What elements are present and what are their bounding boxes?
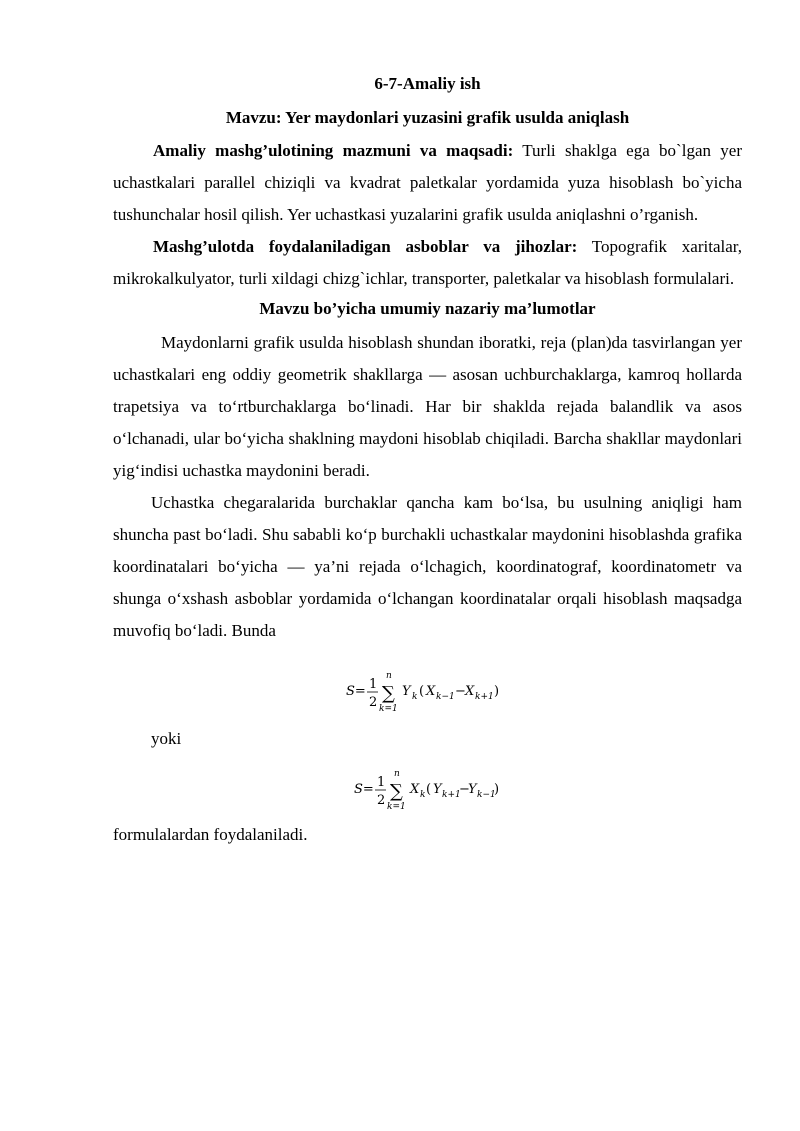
theory-paragraph-1: Maydonlarni grafik usulda hisoblash shundan iboratki, reja (plan)da tasvirlangan yer uchastkalari eng oddiy geometrik shakllarga — asosan uchburchaklarga, kamroq hollarda trapetsiya va to‘rtburchaklarga bo‘linadi. Har bir shaklda rejada balandlik va asos o‘lchanadi, ular bo‘yicha shaklning maydoni hisoblab chiqiladi. Barcha shakllar maydonlari yig‘indisi uchastka maydonini beradi.	[113, 333, 742, 480]
formula-1-sum-bottom: k=1	[378, 704, 398, 714]
formula-2-lhs: S=	[353, 782, 374, 797]
tools-paragraph	[113, 231, 742, 295]
formula-2-term-a-sub: k+1	[441, 790, 461, 800]
formula-2-numerator: 1	[376, 775, 385, 790]
formula-1-denominator: 2	[368, 695, 377, 710]
formula-2-term-a: Y	[432, 782, 442, 797]
formula-1-numerator: 1	[368, 677, 377, 692]
formula-1-factor: Y	[401, 684, 411, 699]
section-heading: Mavzu bo’yicha umumiy nazariy ma’lumotlar	[259, 299, 596, 318]
formula-2-factor: X	[409, 782, 419, 797]
purpose-text: Turli shaklga ega bo`lgan yer uchastkalari parallel chiziqli va kvadrat paletkalar yordamida yuza hisoblash bo`yicha tushunchalar hosil qilish. Yer uchastkasi yuzalarini grafik usulda aniqlashni o’rganish.	[113, 141, 742, 224]
document-subtitle: Mavzu: Yer maydonlari yuzasini grafik usulda aniqlash	[225, 108, 630, 127]
formula-1-lhs: S=	[345, 684, 366, 699]
theory-paragraph-2: Uchastka chegaralarida burchaklar qancha kam bo‘lsa, bu usulning aniqligi ham shuncha past bo‘ladi. Shu sababli ko‘p burchakli uchastkalar maydonini hisoblashda grafika koordinatalari bo‘yicha — ya’ni rejada o‘lchagich, koordinatograf, koordinatometr va shunga o‘xshash asboblar yordamida o‘lchangan koordinatalar orqali hisoblash maqsadga muvofiq bo‘ladi. Bunda	[113, 493, 742, 640]
formula-2-sum-bottom: k=1	[386, 802, 406, 812]
formula-1-close-paren: )	[493, 684, 499, 699]
yoki-text: yoki	[151, 729, 182, 748]
document-title: 6-7-Amaliy ish	[374, 74, 481, 93]
purpose-paragraph	[113, 135, 742, 231]
document-page	[113, 72, 742, 849]
formula-1-minus: −	[454, 684, 466, 699]
formula-1-term-b: X	[464, 684, 474, 699]
area-formula-2-svg	[328, 761, 528, 815]
formula-2-open-paren: (	[425, 782, 431, 797]
formula-2-sigma: ∑	[389, 781, 403, 802]
formula-1-open-paren: (	[418, 684, 424, 699]
formula-2-close-paren: )	[493, 782, 499, 797]
formula-2-factor-sub: k	[419, 790, 425, 800]
tools-lead: Mashg’ulotda foydalaniladigan asboblar va jihozlar:	[153, 237, 578, 256]
tools-text: Topografik xaritalar, mikrokalkulyator, turli xildagi chizg`ichlar, transporter, paletkalar va hisoblash formulalari.	[113, 237, 742, 288]
formula-1-term-a-sub: k−1	[435, 692, 455, 702]
closing-text: formulalardan foydalaniladi.	[113, 825, 308, 844]
area-formula-1	[113, 663, 742, 715]
area-formula-1-svg	[328, 663, 528, 717]
formula-2-sum-top: n	[393, 769, 400, 779]
area-formula-2	[113, 761, 742, 813]
formula-1-sum-top: n	[385, 671, 392, 681]
formula-1-term-b-sub: k+1	[474, 692, 494, 702]
formula-2-term-b: Y	[467, 782, 477, 797]
formula-2-denominator: 2	[376, 793, 385, 808]
formula-1-factor-sub: k	[411, 692, 417, 702]
formula-2-minus: −	[458, 782, 470, 797]
purpose-lead: Amaliy mashg’ulotining mazmuni va maqsadi:	[153, 141, 514, 160]
formula-1-sigma: ∑	[381, 683, 395, 704]
formula-2-term-b-sub: k−1	[476, 790, 496, 800]
formula-1-term-a: X	[425, 684, 435, 699]
